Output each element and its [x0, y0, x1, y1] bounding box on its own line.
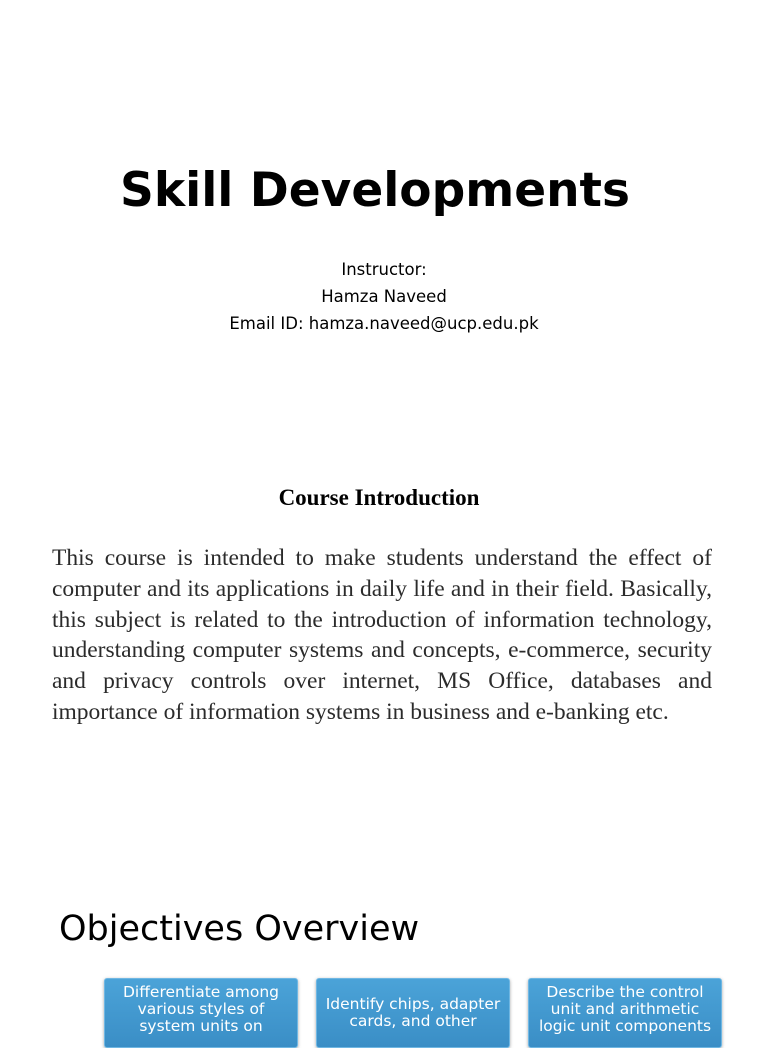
objective-card-text: Describe the control unit and arithmetic logic unit components — [538, 983, 712, 1035]
objective-card-text: Differentiate among various styles of system units on — [122, 983, 279, 1035]
objective-card-system-units — [104, 978, 298, 1048]
course-introduction-text: This course is intended to make students understand the effect of computer and its applications in daily life and in their field. Basically, this subject is related to the introduction of information technology, understanding computer systems and concepts, e-commerce, security and privacy controls over internet, MS Office, databases and importance of information systems in business and e-banking etc. — [52, 545, 712, 725]
objective-card-chips-adapters — [316, 978, 510, 1048]
objective-card-text: Identify chips, adapter cards, and other — [325, 995, 501, 1030]
instructor-email: Email ID: hamza.naveed@ucp.edu.pk — [229, 314, 539, 333]
instructor-info — [0, 256, 768, 337]
course-introduction-heading: Course Introduction — [278, 485, 480, 510]
instructor-name: Hamza Naveed — [321, 287, 447, 306]
slide-title: Skill Developments — [119, 163, 630, 218]
instructor-label: Instructor: — [341, 260, 427, 279]
objectives-overview-heading: Objectives Overview — [59, 909, 420, 949]
objective-card-control-unit — [528, 978, 722, 1048]
